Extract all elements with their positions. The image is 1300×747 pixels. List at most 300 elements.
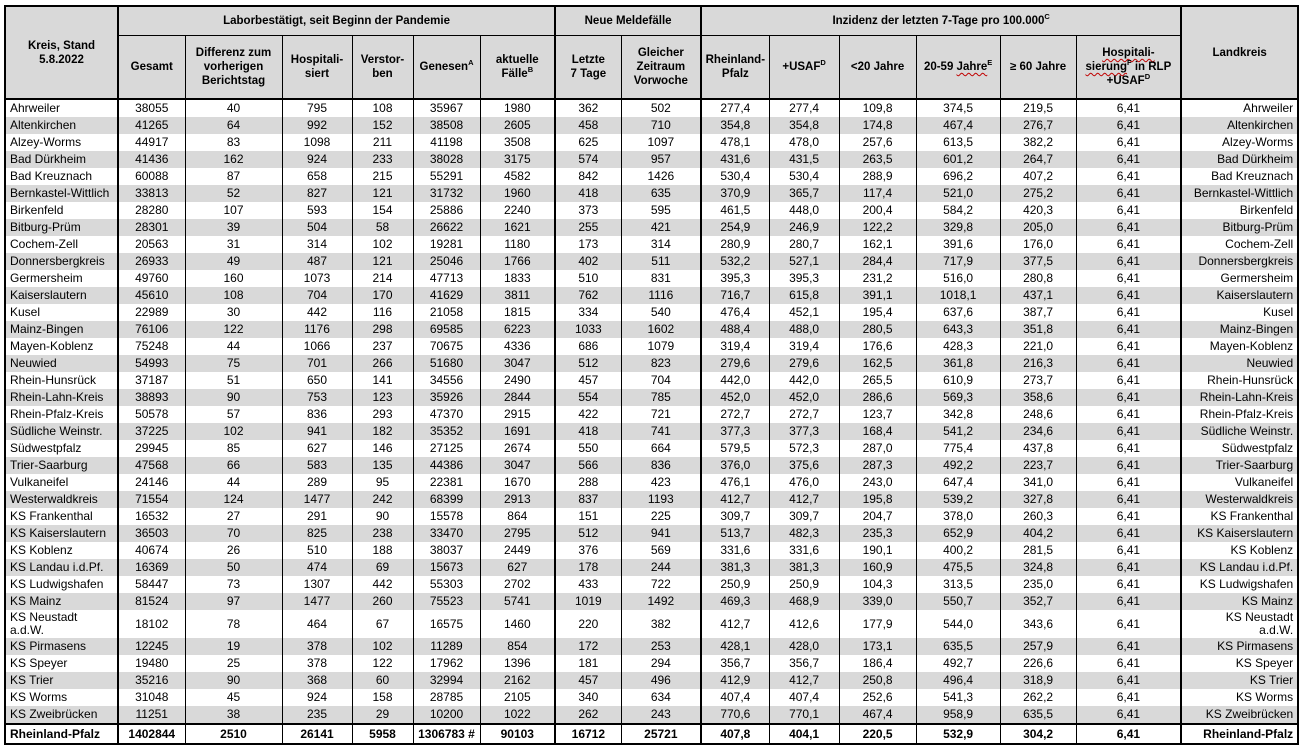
- cell-inzidenz-rlp: 469,3: [701, 593, 769, 610]
- table-row: [5, 542, 1298, 559]
- cell-gesamt: 26933: [118, 253, 185, 270]
- cell-differenz: 90: [185, 389, 282, 406]
- cell-inzidenz-rlp: 431,6: [701, 151, 769, 168]
- cell-kreis: Bad Kreuznach: [5, 168, 118, 185]
- cell-landkreis: Donnersbergkreis: [1181, 253, 1298, 270]
- cell-inzidenz-usaf: 407,4: [769, 689, 839, 706]
- table-row: [5, 219, 1298, 236]
- cell-gesamt: 37225: [118, 423, 185, 440]
- cell-vorwoche: 785: [621, 389, 701, 406]
- cell-landkreis: Bad Dürkheim: [1181, 151, 1298, 168]
- cell-inzidenz-u20: 280,5: [839, 321, 916, 338]
- cell-verstorben: 214: [352, 270, 413, 287]
- cell-inzidenz-rlp: 478,1: [701, 134, 769, 151]
- cell-kreis: Westerwaldkreis: [5, 491, 118, 508]
- cell-inzidenz-u20: 286,6: [839, 389, 916, 406]
- cell-kreis: Mainz-Bingen: [5, 321, 118, 338]
- table-row: [5, 355, 1298, 372]
- cell-vorwoche: 540: [621, 304, 701, 321]
- table-row: [5, 389, 1298, 406]
- cell-verstorben: 102: [352, 638, 413, 655]
- cell-inzidenz-rlp: 319,4: [701, 338, 769, 355]
- cell-genesen: 44386: [413, 457, 480, 474]
- cell-kreis: Südliche Weinstr.: [5, 423, 118, 440]
- cell-verstorben: 242: [352, 491, 413, 508]
- cell-inzidenz-rlp: 395,3: [701, 270, 769, 287]
- cell-inzidenz-20-59: 1018,1: [916, 287, 1000, 304]
- cell-inzidenz-20-59: 329,8: [916, 219, 1000, 236]
- cell-verstorben: 69: [352, 559, 413, 576]
- cell-hospitalisierung-inzidenz: 6,41: [1076, 253, 1181, 270]
- cell-kreis: Mayen-Koblenz: [5, 338, 118, 355]
- cell-genesen: 1306783 #: [413, 724, 480, 744]
- cell-hospitalisiert: 836: [282, 406, 352, 423]
- cell-inzidenz-u20: 174,8: [839, 117, 916, 134]
- cell-differenz: 160: [185, 270, 282, 287]
- cell-hospitalisiert: 1073: [282, 270, 352, 287]
- cell-inzidenz-60plus: 275,2: [1000, 185, 1076, 202]
- cell-inzidenz-u20: 117,4: [839, 185, 916, 202]
- cell-differenz: 97: [185, 593, 282, 610]
- table-row: [5, 491, 1298, 508]
- cell-gesamt: 35216: [118, 672, 185, 689]
- cell-inzidenz-usaf: 482,3: [769, 525, 839, 542]
- cell-gesamt: 1402844: [118, 724, 185, 744]
- cell-hospitalisierung-inzidenz: 6,41: [1076, 638, 1181, 655]
- cell-vorwoche: 836: [621, 457, 701, 474]
- table-row: [5, 270, 1298, 287]
- cell-gesamt: 29945: [118, 440, 185, 457]
- cell-genesen: 70675: [413, 338, 480, 355]
- cell-hospitalisiert: 235: [282, 706, 352, 724]
- cell-verstorben: 116: [352, 304, 413, 321]
- cell-inzidenz-20-59: 643,3: [916, 321, 1000, 338]
- cell-genesen: 33470: [413, 525, 480, 542]
- cell-hospitalisiert: 941: [282, 423, 352, 440]
- cell-inzidenz-usaf: 365,7: [769, 185, 839, 202]
- cell-kreis: KS Mainz: [5, 593, 118, 610]
- cell-inzidenz-u20: 186,4: [839, 655, 916, 672]
- cell-kreis: Vulkaneifel: [5, 474, 118, 491]
- table-row: [5, 457, 1298, 474]
- table-row: [5, 638, 1298, 655]
- cell-aktuelle-faelle: 2162: [480, 672, 555, 689]
- cell-hospitalisiert: 378: [282, 638, 352, 655]
- cell-inzidenz-rlp: 309,7: [701, 508, 769, 525]
- cell-hospitalisierung-inzidenz: 6,41: [1076, 706, 1181, 724]
- cell-hospitalisiert: 442: [282, 304, 352, 321]
- cell-hospitalisiert: 378: [282, 655, 352, 672]
- table-row: [5, 576, 1298, 593]
- cell-hospitalisierung-inzidenz: 6,41: [1076, 423, 1181, 440]
- cell-landkreis: Südliche Weinstr.: [1181, 423, 1298, 440]
- cell-inzidenz-rlp: 513,7: [701, 525, 769, 542]
- cell-inzidenz-20-59: 544,0: [916, 610, 1000, 638]
- cell-hospitalisierung-inzidenz: 6,41: [1076, 99, 1181, 117]
- cell-inzidenz-60plus: 264,7: [1000, 151, 1076, 168]
- cell-kreis: Ahrweiler: [5, 99, 118, 117]
- cell-inzidenz-rlp: 356,7: [701, 655, 769, 672]
- cell-inzidenz-u20: 168,4: [839, 423, 916, 440]
- cell-hospitalisiert: 1477: [282, 491, 352, 508]
- cell-inzidenz-rlp: 716,7: [701, 287, 769, 304]
- cell-inzidenz-60plus: 343,6: [1000, 610, 1076, 638]
- cell-hospitalisiert: 1098: [282, 134, 352, 151]
- cell-vorwoche: 25721: [621, 724, 701, 744]
- cell-inzidenz-usaf: 448,0: [769, 202, 839, 219]
- cell-inzidenz-rlp: 428,1: [701, 638, 769, 655]
- cell-inzidenz-rlp: 279,6: [701, 355, 769, 372]
- cell-aktuelle-faelle: 2915: [480, 406, 555, 423]
- cell-differenz: 19: [185, 638, 282, 655]
- cell-vorwoche: 635: [621, 185, 701, 202]
- cell-letzte-7-tage: 762: [555, 287, 621, 304]
- table-row: [5, 610, 1298, 638]
- column-header-inzidenz-20-59: 20-59 Jahre$^E$: [916, 36, 1000, 100]
- cell-hospitalisierung-inzidenz: 6,41: [1076, 270, 1181, 287]
- cell-inzidenz-60plus: 377,5: [1000, 253, 1076, 270]
- cell-inzidenz-usaf: 280,7: [769, 236, 839, 253]
- cell-inzidenz-u20: 467,4: [839, 706, 916, 724]
- cell-verstorben: 152: [352, 117, 413, 134]
- cell-aktuelle-faelle: 5741: [480, 593, 555, 610]
- cell-aktuelle-faelle: 3175: [480, 151, 555, 168]
- cell-letzte-7-tage: 376: [555, 542, 621, 559]
- cell-kreis: KS Ludwigshafen: [5, 576, 118, 593]
- cell-inzidenz-rlp: 254,9: [701, 219, 769, 236]
- cell-inzidenz-u20: 287,0: [839, 440, 916, 457]
- column-header-inzidenz-u20: <20 Jahre: [839, 36, 916, 100]
- cell-landkreis: KS Worms: [1181, 689, 1298, 706]
- cell-letzte-7-tage: 457: [555, 372, 621, 389]
- cell-letzte-7-tage: 837: [555, 491, 621, 508]
- cell-kreis: KS Worms: [5, 689, 118, 706]
- cell-landkreis: Südwestpfalz: [1181, 440, 1298, 457]
- cell-inzidenz-usaf: 478,0: [769, 134, 839, 151]
- cell-differenz: 87: [185, 168, 282, 185]
- cell-inzidenz-60plus: 226,6: [1000, 655, 1076, 672]
- cell-verstorben: 293: [352, 406, 413, 423]
- cell-hospitalisierung-inzidenz: 6,41: [1076, 219, 1181, 236]
- cell-kreis: Südwestpfalz: [5, 440, 118, 457]
- cell-inzidenz-60plus: 248,6: [1000, 406, 1076, 423]
- cell-letzte-7-tage: 510: [555, 270, 621, 287]
- group-header-0: Laborbestätigt, seit Beginn der Pandemie: [118, 6, 555, 36]
- table-row: [5, 202, 1298, 219]
- cell-hospitalisiert: 1066: [282, 338, 352, 355]
- cell-inzidenz-60plus: 407,2: [1000, 168, 1076, 185]
- cell-kreis: Germersheim: [5, 270, 118, 287]
- cell-inzidenz-u20: 177,9: [839, 610, 916, 638]
- cell-hospitalisierung-inzidenz: 6,41: [1076, 559, 1181, 576]
- cell-landkreis: Bad Kreuznach: [1181, 168, 1298, 185]
- cell-kreis: KS Neustadt a.d.W.: [5, 610, 118, 638]
- cell-inzidenz-rlp: 280,9: [701, 236, 769, 253]
- cell-gesamt: 41265: [118, 117, 185, 134]
- cell-verstorben: 60: [352, 672, 413, 689]
- cell-inzidenz-20-59: 342,8: [916, 406, 1000, 423]
- cell-hospitalisierung-inzidenz: 6,41: [1076, 117, 1181, 134]
- cell-vorwoche: 502: [621, 99, 701, 117]
- cell-letzte-7-tage: 373: [555, 202, 621, 219]
- cell-inzidenz-60plus: 280,8: [1000, 270, 1076, 287]
- cell-genesen: 25046: [413, 253, 480, 270]
- cell-letzte-7-tage: 554: [555, 389, 621, 406]
- cell-gesamt: 33813: [118, 185, 185, 202]
- cell-letzte-7-tage: 686: [555, 338, 621, 355]
- cell-inzidenz-20-59: 400,2: [916, 542, 1000, 559]
- cell-inzidenz-20-59: 541,2: [916, 423, 1000, 440]
- cell-aktuelle-faelle: 864: [480, 508, 555, 525]
- cell-inzidenz-u20: 200,4: [839, 202, 916, 219]
- cell-inzidenz-u20: 195,4: [839, 304, 916, 321]
- cell-verstorben: 121: [352, 185, 413, 202]
- column-header-letzte-7-tage: Letzte 7 Tage: [555, 36, 621, 100]
- cell-inzidenz-20-59: 492,2: [916, 457, 1000, 474]
- cell-vorwoche: 511: [621, 253, 701, 270]
- cell-hospitalisierung-inzidenz: 6,41: [1076, 672, 1181, 689]
- cell-vorwoche: 421: [621, 219, 701, 236]
- cell-inzidenz-u20: 162,1: [839, 236, 916, 253]
- cell-verstorben: 108: [352, 99, 413, 117]
- cell-landkreis: KS Kaiserslautern: [1181, 525, 1298, 542]
- cell-letzte-7-tage: 16712: [555, 724, 621, 744]
- table-row: [5, 134, 1298, 151]
- cell-kreis: KS Kaiserslautern: [5, 525, 118, 542]
- cell-landkreis: Kusel: [1181, 304, 1298, 321]
- landkreis-column-header: Landkreis: [1181, 6, 1298, 99]
- cell-aktuelle-faelle: 3508: [480, 134, 555, 151]
- cell-hospitalisiert: 658: [282, 168, 352, 185]
- cell-inzidenz-rlp: 277,4: [701, 99, 769, 117]
- cell-inzidenz-rlp: 381,3: [701, 559, 769, 576]
- cell-genesen: 16575: [413, 610, 480, 638]
- cell-aktuelle-faelle: 2490: [480, 372, 555, 389]
- cell-inzidenz-20-59: 539,2: [916, 491, 1000, 508]
- group-header-1: Neue Meldefälle: [555, 6, 701, 36]
- cell-kreis: Bad Dürkheim: [5, 151, 118, 168]
- cell-kreis: KS Landau i.d.Pf.: [5, 559, 118, 576]
- cell-inzidenz-20-59: 717,9: [916, 253, 1000, 270]
- cell-differenz: 75: [185, 355, 282, 372]
- cell-inzidenz-60plus: 221,0: [1000, 338, 1076, 355]
- cell-hospitalisiert: 510: [282, 542, 352, 559]
- cell-letzte-7-tage: 842: [555, 168, 621, 185]
- cell-letzte-7-tage: 512: [555, 525, 621, 542]
- cell-differenz: 40: [185, 99, 282, 117]
- cell-hospitalisierung-inzidenz: 6,41: [1076, 593, 1181, 610]
- cell-inzidenz-rlp: 331,6: [701, 542, 769, 559]
- cell-hospitalisierung-inzidenz: 6,41: [1076, 185, 1181, 202]
- cell-inzidenz-rlp: 579,5: [701, 440, 769, 457]
- cell-letzte-7-tage: 181: [555, 655, 621, 672]
- cell-verstorben: 182: [352, 423, 413, 440]
- cell-genesen: 31732: [413, 185, 480, 202]
- cell-inzidenz-60plus: 437,8: [1000, 440, 1076, 457]
- cell-aktuelle-faelle: 854: [480, 638, 555, 655]
- cell-gesamt: 41436: [118, 151, 185, 168]
- cell-hospitalisiert: 289: [282, 474, 352, 491]
- table-row: [5, 559, 1298, 576]
- cell-verstorben: 122: [352, 655, 413, 672]
- cell-inzidenz-20-59: 647,4: [916, 474, 1000, 491]
- cell-inzidenz-20-59: 584,2: [916, 202, 1000, 219]
- cell-inzidenz-u20: 287,3: [839, 457, 916, 474]
- column-header-inzidenz-60plus: ≥ 60 Jahre: [1000, 36, 1076, 100]
- cell-hospitalisiert: 992: [282, 117, 352, 134]
- cell-genesen: 41198: [413, 134, 480, 151]
- cell-inzidenz-20-59: 391,6: [916, 236, 1000, 253]
- corner-header-kreis-stand: Kreis, Stand 5.8.2022: [5, 6, 118, 99]
- cell-inzidenz-20-59: 610,9: [916, 372, 1000, 389]
- table-row: [5, 655, 1298, 672]
- table-body: [5, 99, 1298, 724]
- cell-aktuelle-faelle: 2449: [480, 542, 555, 559]
- cell-landkreis: Mayen-Koblenz: [1181, 338, 1298, 355]
- cell-landkreis: Birkenfeld: [1181, 202, 1298, 219]
- cell-inzidenz-u20: 391,1: [839, 287, 916, 304]
- cell-genesen: 35352: [413, 423, 480, 440]
- cell-gesamt: 36503: [118, 525, 185, 542]
- cell-inzidenz-usaf: 770,1: [769, 706, 839, 724]
- cell-inzidenz-60plus: 281,5: [1000, 542, 1076, 559]
- cell-hospitalisiert: 627: [282, 440, 352, 457]
- cell-hospitalisiert: 368: [282, 672, 352, 689]
- cell-landkreis: Rhein-Lahn-Kreis: [1181, 389, 1298, 406]
- cell-inzidenz-60plus: 437,1: [1000, 287, 1076, 304]
- table-header: [5, 6, 1298, 99]
- cell-inzidenz-60plus: 318,9: [1000, 672, 1076, 689]
- cell-gesamt: 40674: [118, 542, 185, 559]
- cell-inzidenz-20-59: 958,9: [916, 706, 1000, 724]
- cell-genesen: 35967: [413, 99, 480, 117]
- cell-hospitalisierung-inzidenz: 6,41: [1076, 457, 1181, 474]
- cell-hospitalisierung-inzidenz: 6,41: [1076, 168, 1181, 185]
- cell-genesen: 55303: [413, 576, 480, 593]
- cell-hospitalisierung-inzidenz: 6,41: [1076, 355, 1181, 372]
- cell-inzidenz-20-59: 637,6: [916, 304, 1000, 321]
- cell-verstorben: 442: [352, 576, 413, 593]
- cell-aktuelle-faelle: 6223: [480, 321, 555, 338]
- cell-gesamt: 38055: [118, 99, 185, 117]
- cell-aktuelle-faelle: 2913: [480, 491, 555, 508]
- cell-inzidenz-60plus: 257,9: [1000, 638, 1076, 655]
- cell-aktuelle-faelle: 2844: [480, 389, 555, 406]
- cell-verstorben: 170: [352, 287, 413, 304]
- cell-vorwoche: 741: [621, 423, 701, 440]
- cell-differenz: 124: [185, 491, 282, 508]
- cell-verstorben: 215: [352, 168, 413, 185]
- cell-inzidenz-60plus: 262,2: [1000, 689, 1076, 706]
- cell-landkreis: Cochem-Zell: [1181, 236, 1298, 253]
- cell-inzidenz-rlp: 407,8: [701, 724, 769, 744]
- cell-hospitalisierung-inzidenz: 6,41: [1076, 338, 1181, 355]
- cell-aktuelle-faelle: 1670: [480, 474, 555, 491]
- cell-genesen: 25886: [413, 202, 480, 219]
- cell-inzidenz-rlp: 354,8: [701, 117, 769, 134]
- cell-kreis: Kaiserslautern: [5, 287, 118, 304]
- cell-inzidenz-60plus: 404,2: [1000, 525, 1076, 542]
- cell-genesen: 28785: [413, 689, 480, 706]
- column-header-vorwoche: Gleicher Zeitraum Vorwoche: [621, 36, 701, 100]
- cell-verstorben: 266: [352, 355, 413, 372]
- cell-letzte-7-tage: 1033: [555, 321, 621, 338]
- cell-differenz: 31: [185, 236, 282, 253]
- cell-landkreis: Bernkastel-Wittlich: [1181, 185, 1298, 202]
- cell-letzte-7-tage: 433: [555, 576, 621, 593]
- cell-landkreis: KS Zweibrücken: [1181, 706, 1298, 724]
- cell-gesamt: 16532: [118, 508, 185, 525]
- cell-hospitalisiert: 474: [282, 559, 352, 576]
- cell-landkreis: Germersheim: [1181, 270, 1298, 287]
- table-footer: [5, 724, 1298, 744]
- cell-landkreis: KS Ludwigshafen: [1181, 576, 1298, 593]
- column-header-inzidenz-usaf: $+USAF^D$: [769, 36, 839, 100]
- cell-letzte-7-tage: 220: [555, 610, 621, 638]
- cell-landkreis: Kaiserslautern: [1181, 287, 1298, 304]
- cell-aktuelle-faelle: 2240: [480, 202, 555, 219]
- cell-vorwoche: 595: [621, 202, 701, 219]
- cell-inzidenz-20-59: 496,4: [916, 672, 1000, 689]
- cell-differenz: 73: [185, 576, 282, 593]
- cell-aktuelle-faelle: 90103: [480, 724, 555, 744]
- cell-landkreis: KS Speyer: [1181, 655, 1298, 672]
- cell-inzidenz-20-59: 652,9: [916, 525, 1000, 542]
- cell-letzte-7-tage: 262: [555, 706, 621, 724]
- cell-landkreis: Rhein-Hunsrück: [1181, 372, 1298, 389]
- cell-genesen: 11289: [413, 638, 480, 655]
- cell-vorwoche: 1116: [621, 287, 701, 304]
- cell-inzidenz-u20: 288,9: [839, 168, 916, 185]
- cell-inzidenz-usaf: 375,6: [769, 457, 839, 474]
- cell-inzidenz-u20: 250,8: [839, 672, 916, 689]
- cell-gesamt: 18102: [118, 610, 185, 638]
- cell-vorwoche: 243: [621, 706, 701, 724]
- cell-gesamt: 54993: [118, 355, 185, 372]
- cell-hospitalisierung-inzidenz: 6,41: [1076, 151, 1181, 168]
- cell-inzidenz-rlp: 530,4: [701, 168, 769, 185]
- cell-hospitalisiert: 1477: [282, 593, 352, 610]
- cell-inzidenz-u20: 109,8: [839, 99, 916, 117]
- cell-verstorben: 102: [352, 236, 413, 253]
- cell-gesamt: 19480: [118, 655, 185, 672]
- cell-verstorben: 95: [352, 474, 413, 491]
- cell-genesen: 17962: [413, 655, 480, 672]
- cell-genesen: 32994: [413, 672, 480, 689]
- cell-aktuelle-faelle: 3047: [480, 457, 555, 474]
- cell-aktuelle-faelle: 2105: [480, 689, 555, 706]
- table-row: [5, 689, 1298, 706]
- cell-letzte-7-tage: 255: [555, 219, 621, 236]
- cell-genesen: 51680: [413, 355, 480, 372]
- cell-differenz: 83: [185, 134, 282, 151]
- cell-verstorben: 211: [352, 134, 413, 151]
- cell-verstorben: 58: [352, 219, 413, 236]
- cell-vorwoche: 704: [621, 372, 701, 389]
- column-header-inzidenz-rlp: Rheinland- Pfalz: [701, 36, 769, 100]
- cell-aktuelle-faelle: 1980: [480, 99, 555, 117]
- table-row: [5, 440, 1298, 457]
- cell-verstorben: 154: [352, 202, 413, 219]
- column-header-verstorben: Verstor- ben: [352, 36, 413, 100]
- cell-differenz: 102: [185, 423, 282, 440]
- cell-hospitalisierung-inzidenz: 6,41: [1076, 372, 1181, 389]
- cell-letzte-7-tage: 178: [555, 559, 621, 576]
- cell-inzidenz-60plus: 635,5: [1000, 706, 1076, 724]
- cell-inzidenz-rlp: 370,9: [701, 185, 769, 202]
- total-row: [5, 724, 1298, 744]
- cell-genesen: 15578: [413, 508, 480, 525]
